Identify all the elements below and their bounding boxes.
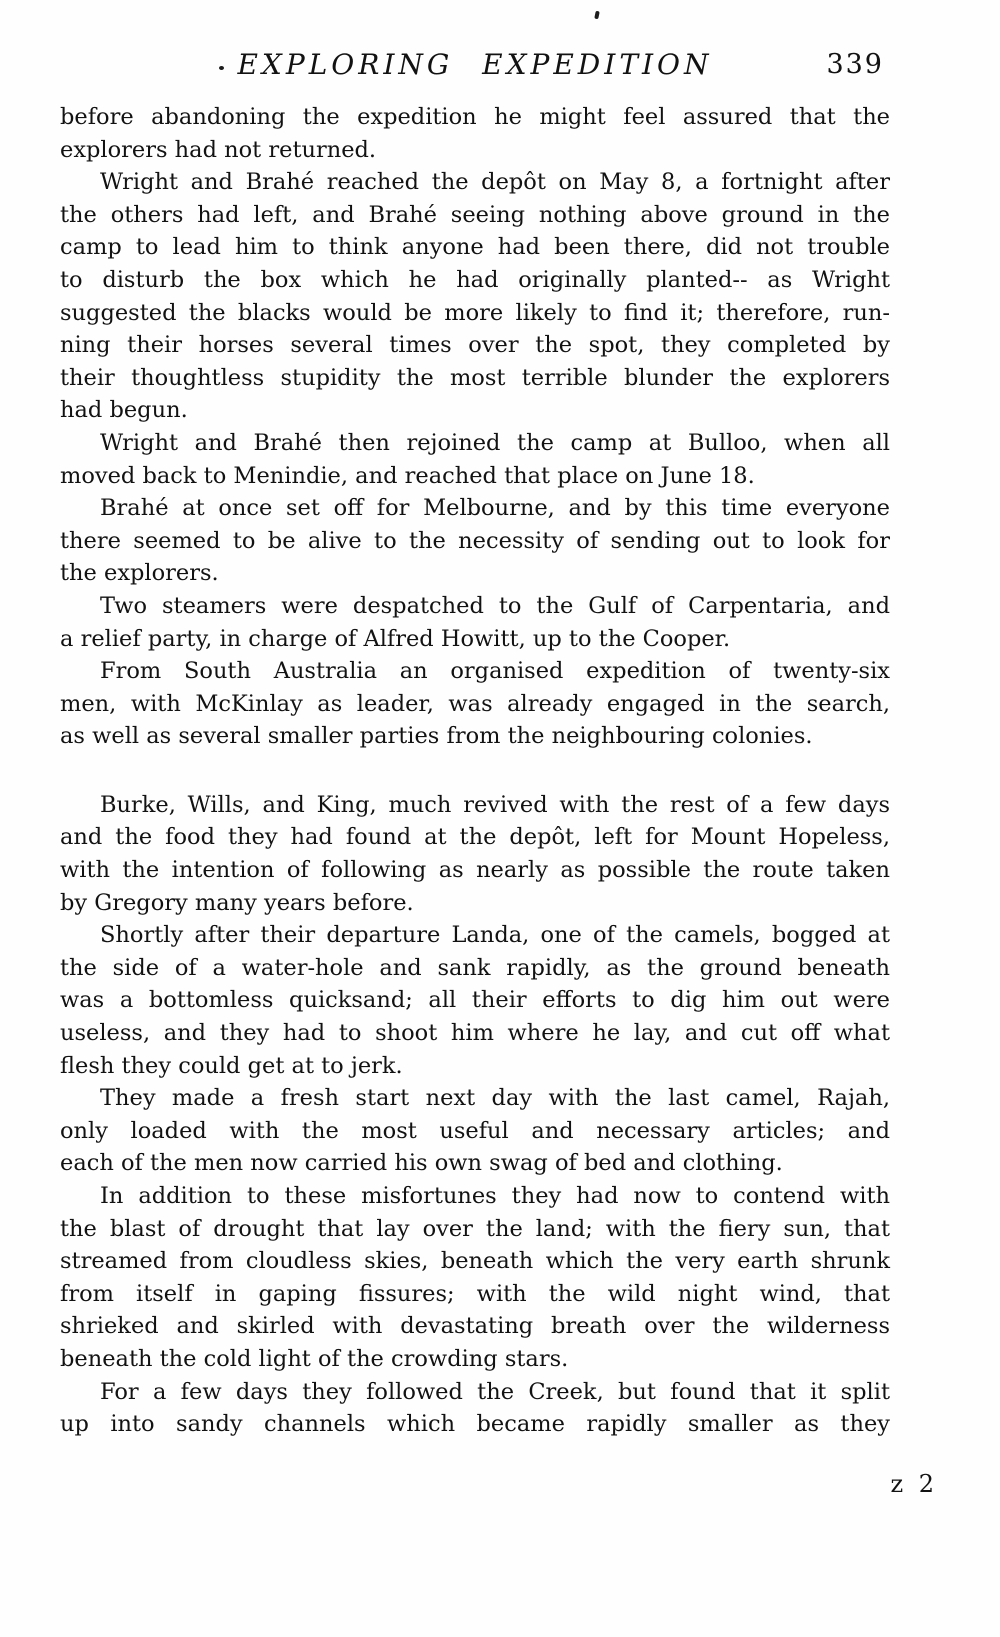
text-line: Brahé at once set off for Melbourne, and by this time everyone — [100, 495, 890, 522]
page-number: 339 — [826, 49, 884, 80]
paragraph — [60, 101, 890, 166]
text-line: from itself in gaping fissures; with the wild night wind, that — [60, 1280, 890, 1307]
text-line: the blast of drought that lay over the land; with the fiery sun, that — [60, 1215, 890, 1242]
text-line: before abandoning the expedition he might feel assured that the — [60, 104, 890, 130]
text-line: and the food they had found at the depôt, left for Mount Hopeless, — [60, 824, 890, 851]
text-line: men, with McKinlay as leader, was already engaged in the search, — [60, 690, 890, 717]
paragraph — [60, 166, 890, 427]
paragraph — [60, 919, 890, 1082]
text-line: had begun. — [60, 397, 188, 424]
text-line: flesh they could get at to jerk. — [60, 1052, 403, 1079]
text-line: Shortly after their departure Landa, one of the camels, bogged at — [100, 922, 890, 949]
text-line: ning their horses several times over the spot, they completed by — [60, 332, 890, 359]
text-line: as well as several smaller parties from the neighbouring colonies. — [60, 723, 813, 750]
text-line: only loaded with the most useful and necessary articles; and — [60, 1117, 890, 1144]
text-line: In addition to these misfortunes they had now to contend with — [100, 1183, 890, 1209]
text-line: the side of a water-hole and sank rapidly, as the ground beneath — [60, 954, 890, 981]
text-line: Wright and Brahé reached the depôt on May 8, a fortnight after — [100, 169, 890, 196]
running-head — [60, 48, 890, 84]
text-line: there seemed to be alive to the necessity of sending out to look for — [60, 527, 890, 554]
printer-signature-mark: z 2 — [890, 1470, 938, 1498]
page-title: EXPLORING EXPEDITION — [237, 48, 713, 81]
text-line: streamed from cloudless skies, beneath which the very earth shrunk — [60, 1248, 890, 1275]
text-line: For a few days they followed the Creek, but found that it split — [100, 1378, 890, 1405]
text-block — [60, 101, 890, 1441]
paragraph — [60, 789, 890, 919]
paragraph — [60, 1082, 890, 1180]
paragraph — [60, 1180, 890, 1376]
text-line: the others had left, and Brahé seeing nothing above ground in the — [60, 201, 890, 228]
paragraph — [60, 427, 890, 492]
text-line: moved back to Menindie, and reached that place on June 18. — [60, 462, 755, 489]
text-line: explorers had not returned. — [60, 136, 377, 163]
paragraph — [60, 590, 890, 655]
text-line: Burke, Wills, and King, much revived with the rest of a few days — [100, 791, 890, 818]
text-line: to disturb the box which he had originally planted-- as Wright — [60, 266, 890, 293]
text-line: Wright and Brahé then rejoined the camp at Bulloo, when all — [100, 429, 890, 456]
text-line: camp to lead him to think anyone had been there, did not trouble — [60, 234, 890, 261]
ink-speck — [594, 11, 600, 20]
text-line: with the intention of following as nearly as possible the route taken — [60, 857, 890, 884]
text-line: the explorers. — [60, 560, 219, 587]
text-line: Two steamers were despatched to the Gulf of Carpentaria, and — [100, 592, 890, 619]
text-line: by Gregory many years before. — [60, 889, 414, 916]
text-line: shrieked and skirled with devastating breath over the wilderness — [60, 1313, 890, 1340]
paragraph — [60, 655, 890, 753]
text-line: beneath the cold light of the crowding stars. — [60, 1345, 569, 1372]
text-line: was a bottomless quicksand; all their efforts to dig him out were — [60, 987, 890, 1014]
text-line: up into sandy channels which became rapidly smaller as they — [60, 1411, 890, 1438]
text-line: suggested the blacks would be more likely to find it; therefore, run- — [60, 299, 890, 326]
paragraph — [60, 492, 890, 590]
text-line: a relief party, in charge of Alfred Howitt, up to the Cooper. — [60, 625, 731, 652]
text-line: each of the men now carried his own swag of bed and clothing. — [60, 1150, 783, 1177]
text-line: From South Australia an organised expedition of twenty-six — [100, 658, 890, 685]
text-line: useless, and they had to shoot him where he lay, and cut off what — [60, 1020, 890, 1047]
text-line: their thoughtless stupidity the most terrible blunder the explorers — [60, 364, 890, 391]
text-line: They made a fresh start next day with the last camel, Rajah, — [100, 1085, 890, 1112]
paragraph — [60, 1376, 890, 1441]
